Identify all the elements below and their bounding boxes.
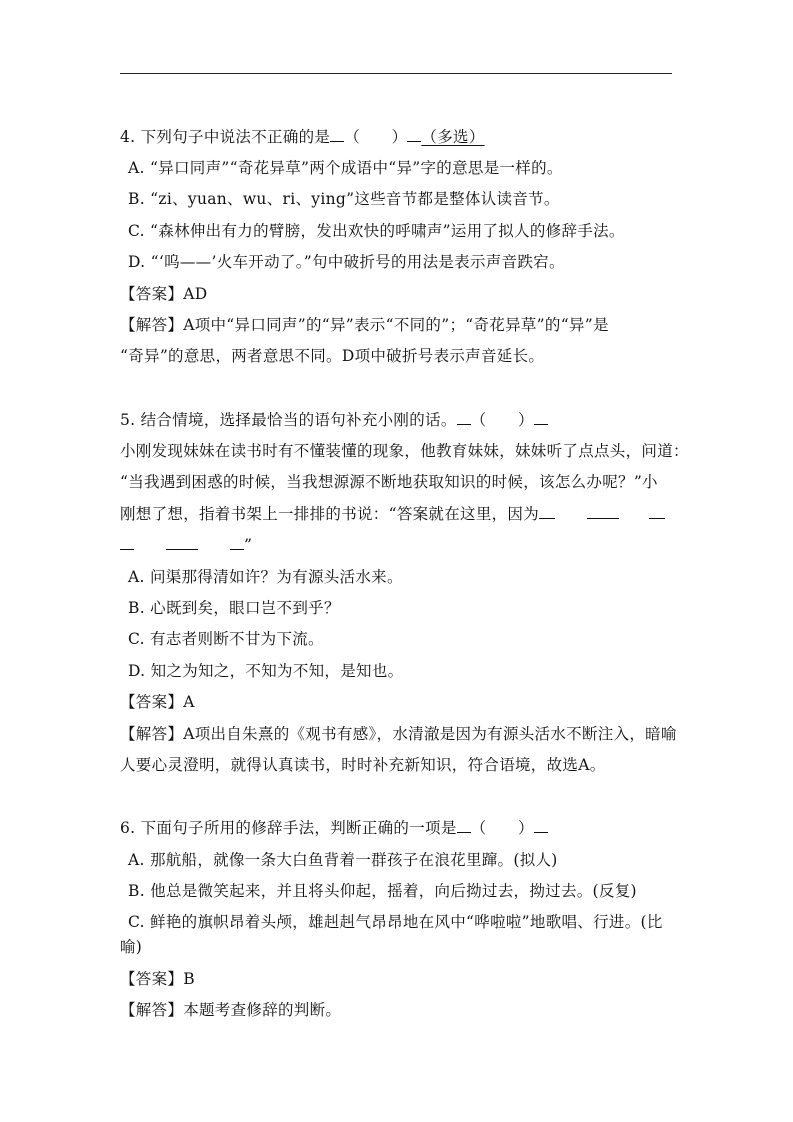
q4-option-d: D. “‘呜——’火车开动了。”句中破折号的用法是表示声音跌宕。: [128, 253, 565, 271]
header-rule: [120, 73, 672, 74]
q5-option-b: B. 心既到矣，眼口岂不到乎？: [128, 599, 340, 617]
analysis-label: 【解答】: [120, 316, 184, 334]
q4-multi-select-note: （多选）: [421, 128, 485, 146]
q4-analysis-line-1: 【解答】A项中“异口同声”的“异”表示“不同的”；“奇花异草”的“异”是: [120, 316, 609, 334]
q4-answer: [120, 284, 207, 304]
answer-label: 【答案】: [120, 970, 184, 988]
q5-answer: [120, 692, 195, 712]
analysis-label: 【解答】: [120, 1001, 184, 1019]
q4-stem: 4. 下列句子中说法不正确的是 （ ） （多选）: [120, 128, 485, 146]
q6-option-a: A. 那航船，就像一条大白鱼背着一群孩子在浪花里蹿。(拟人): [128, 851, 558, 869]
answer-value: AD: [183, 285, 208, 303]
q5-analysis-line-1: 【解答】A项出自朱熹的《观书有感》，水清澈是因为有源头活水不断注入，暗喻: [120, 725, 677, 743]
q6-analysis: 【解答】本题考查修辞的判断。: [120, 1001, 342, 1019]
q4-option-a: A. “异口同声”“奇花异草”两个成语中“异”字的意思是一样的。: [128, 159, 563, 177]
analysis-label: 【解答】: [120, 725, 184, 743]
q5-paren: （ ）: [470, 411, 534, 429]
answer-value: B: [183, 970, 195, 988]
q6-option-b: B. 他总是微笑起来，并且将头仰起，摇着，向后拗过去，拗过去。(反复): [128, 882, 637, 900]
q4-analysis-line-2: “奇异”的意思，两者意思不同。D项中破折号表示声音延长。: [120, 347, 545, 365]
q5-stem: 5. 结合情境，选择最恰当的语句补充小刚的话。 （ ）: [120, 410, 548, 430]
q5-blank-line: ”: [120, 535, 252, 555]
q5-option-a: A. 问渠那得清如许？为有源头活水来。: [128, 568, 403, 586]
q6-stem: 6. 下面句子所用的修辞手法，判断正确的一项是 （ ）: [120, 818, 548, 838]
q6-option-c: C. 鲜艳的旗帜昂着头颅，雄赳赳气昂昂地在风中“哗啦啦”地歌唱、行进。(比: [128, 913, 663, 931]
q6-answer: [120, 969, 195, 989]
q5-context-line-1: 小刚发现妹妹在读书时有不懂装懂的现象，他教育妹妹，妹妹听了点点头，问道：: [120, 442, 689, 460]
answer-label: 【答案】: [120, 693, 184, 711]
answer-value: A: [183, 693, 195, 711]
q5-context-line-2: “当我遇到困惑的时候，当我想源源不断地获取知识的时候，该怎么办呢？”小: [120, 473, 658, 491]
q5-option-d: D. 知之为知之，不知为不知，是知也。: [128, 662, 404, 680]
q4-option-b: B. “zi、yuan、wu、ri、ying”这些音节都是整体认读音节。: [128, 190, 560, 208]
q5-context-line-3: 刚想了想，指着书架上一排排的书说：“答案就在这里，因为: [120, 504, 665, 524]
answer-label: 【答案】: [120, 285, 184, 303]
q6-paren: （ ）: [470, 819, 534, 837]
q4-paren: （ ）: [344, 128, 408, 146]
q6-option-c-continued: 喻): [120, 938, 143, 956]
q5-option-c: C. 有志者则断不甘为下流。: [128, 630, 324, 648]
q5-analysis-line-2: 人要心灵澄明，就得认真读书，时时补充新知识，符合语境，故选A。: [120, 756, 606, 774]
q4-option-c: C. “森林伸出有力的臂膀，发出欢快的呼啸声”运用了拟人的修辞手法。: [128, 222, 625, 240]
